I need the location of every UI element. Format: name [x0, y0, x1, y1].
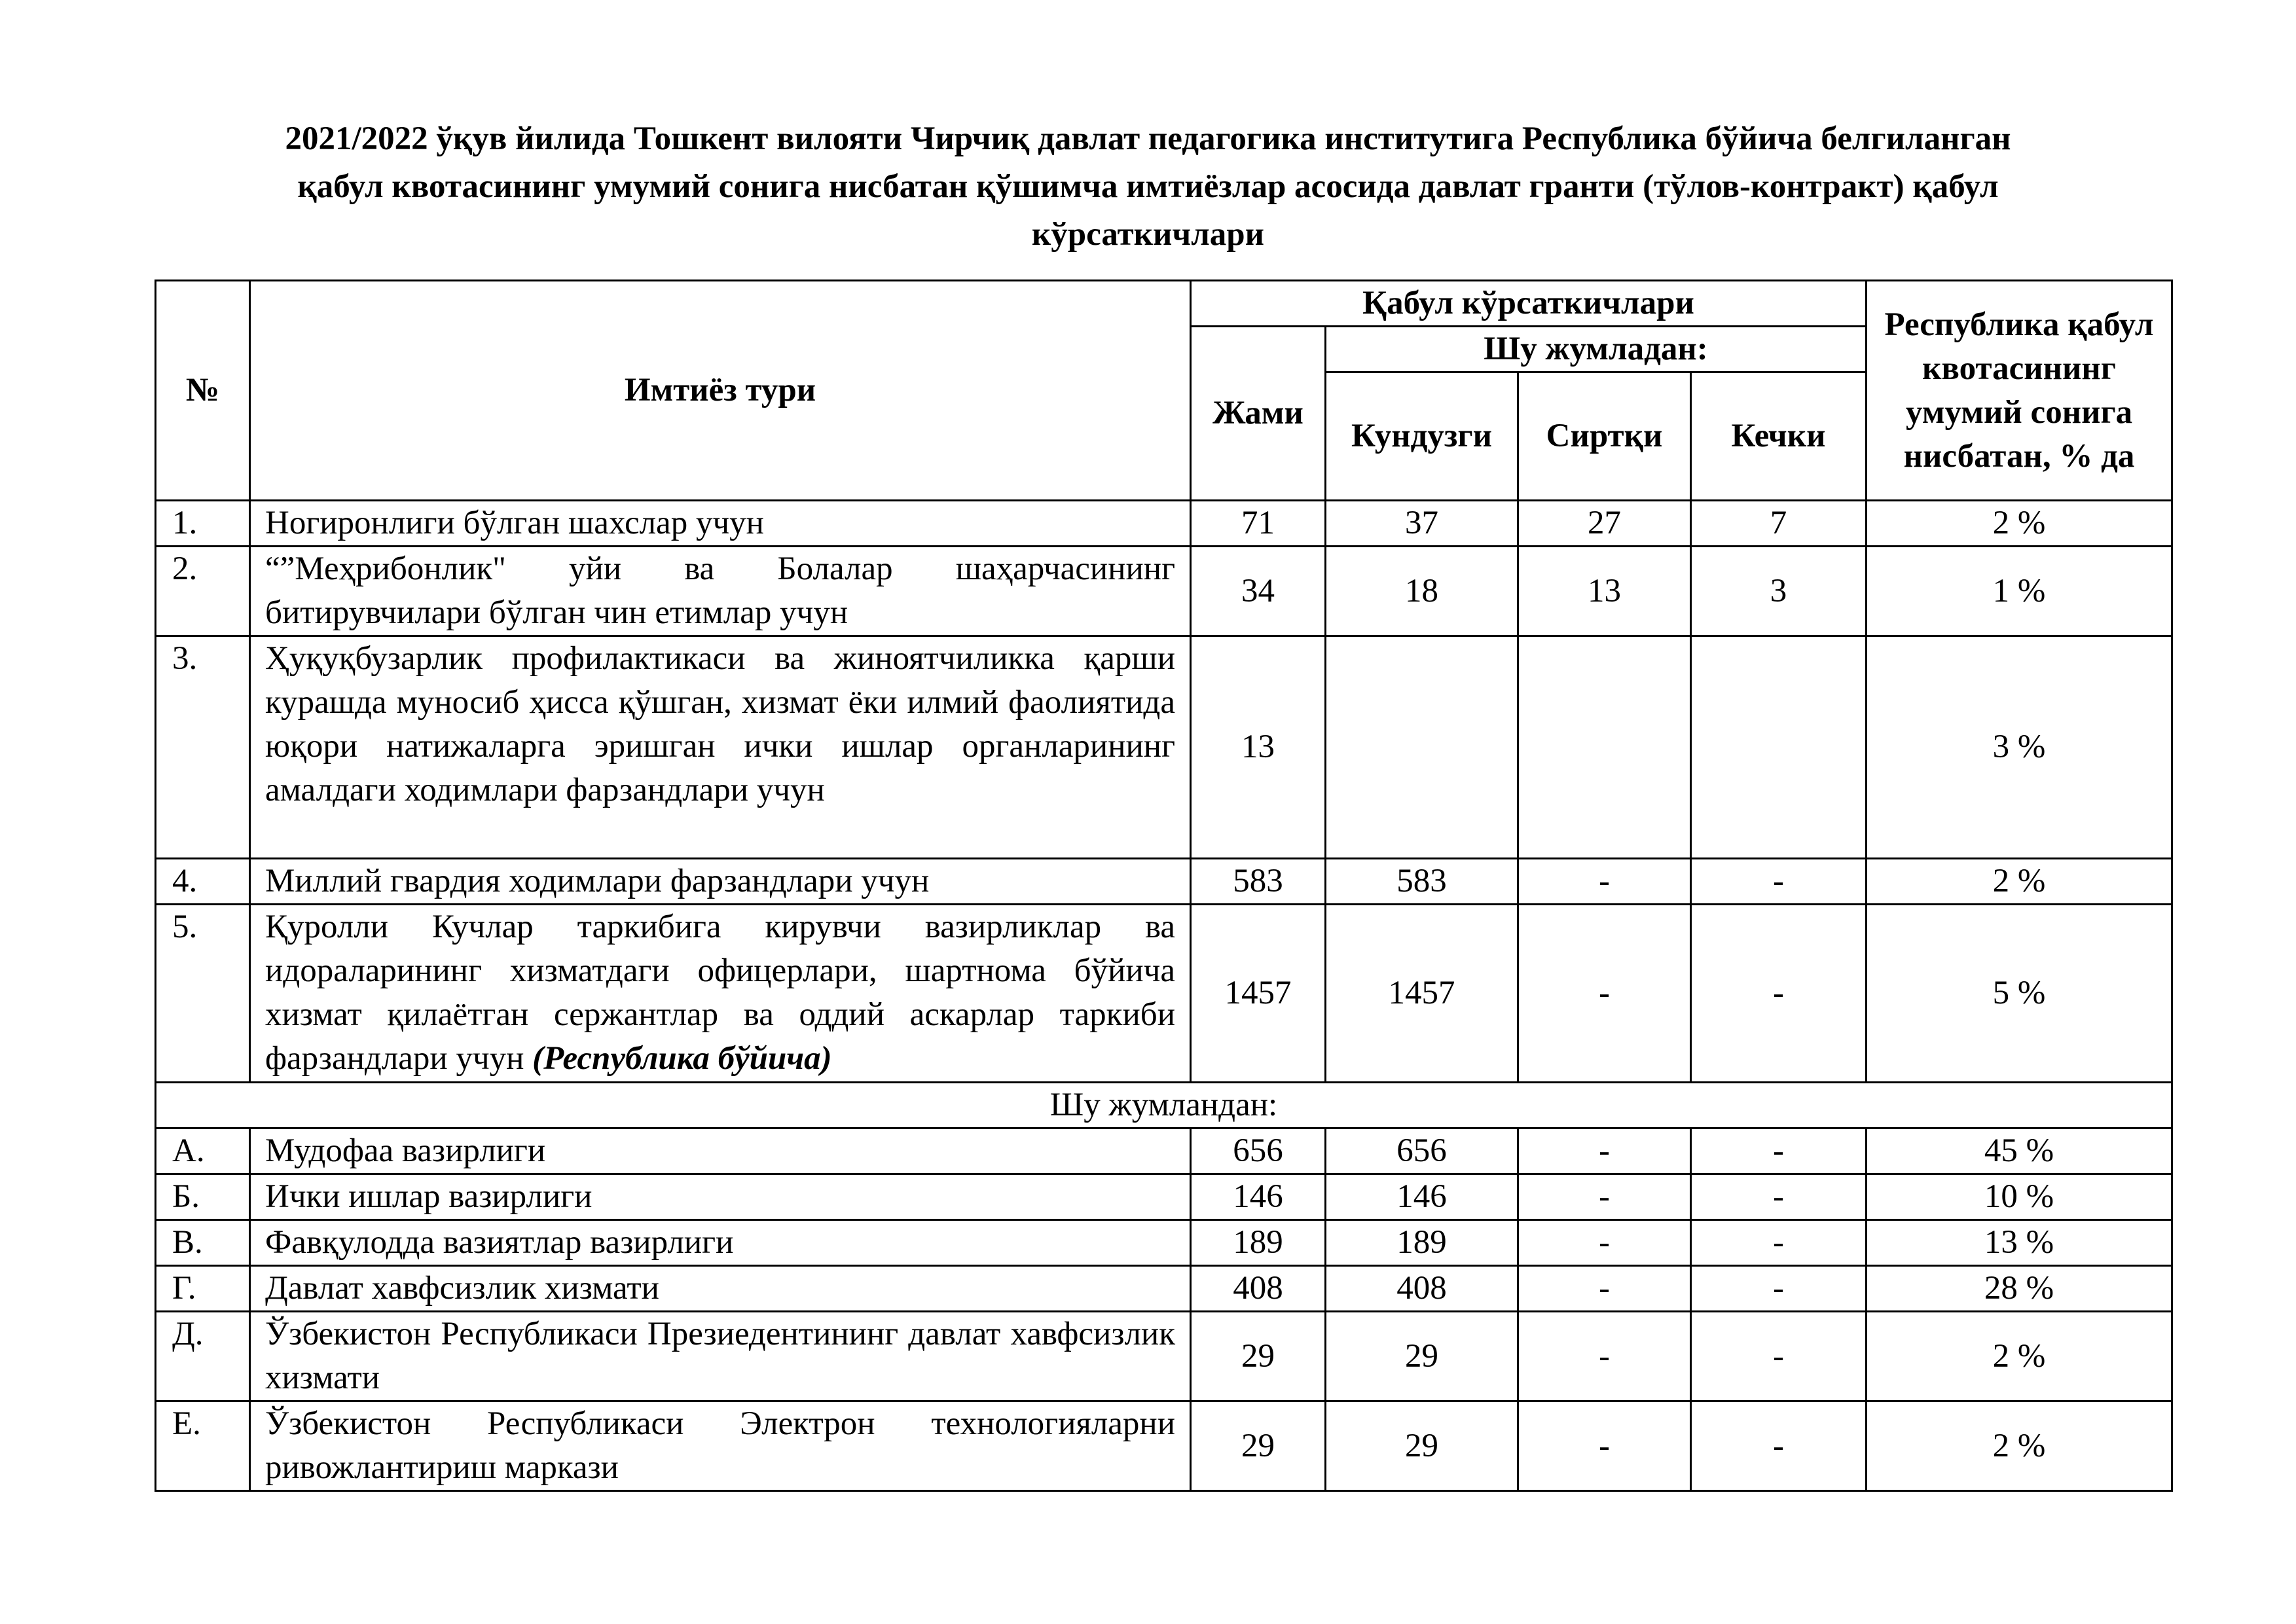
- title-line-3: кўрсаткичлари: [1031, 216, 1265, 253]
- title-line-1: 2021/2022 ўқув йилида Тошкент вилояти Чирчиқ давлат педагогика институтига Республика бўйича белгиланган: [285, 120, 2011, 157]
- table-header: [156, 281, 2172, 501]
- row-ministry-name: Ўзбекистон Республикаси Презиедентининг давлат хавфсизлик хизмати: [250, 1312, 1191, 1401]
- row-number: Д.: [156, 1312, 250, 1401]
- row-day: 1457: [1326, 905, 1518, 1083]
- row-extramural: -: [1518, 1401, 1691, 1491]
- subheader-including: Шу жумландан:: [156, 1083, 2172, 1128]
- table-body: [156, 501, 2172, 1491]
- row-day: 37: [1326, 501, 1518, 547]
- row-evening: [1691, 636, 1867, 859]
- header-evening: Кечки: [1691, 372, 1867, 501]
- table-row: [156, 1128, 2172, 1174]
- row-total: 408: [1191, 1266, 1326, 1312]
- row-percent: 28 %: [1867, 1266, 2172, 1312]
- row-percent: 13 %: [1867, 1220, 2172, 1266]
- header-total: Жами: [1191, 327, 1326, 501]
- row-total: 1457: [1191, 905, 1326, 1083]
- row-percent: 5 %: [1867, 905, 2172, 1083]
- row-total: 34: [1191, 547, 1326, 636]
- row-number: А.: [156, 1128, 250, 1174]
- row-benefit-name-suffix: (Республика бўйича): [532, 1040, 832, 1077]
- table-row: [156, 501, 2172, 547]
- row-day: 408: [1326, 1266, 1518, 1312]
- row-ministry-name: Фавқулодда вазиятлар вазирлиги: [250, 1220, 1191, 1266]
- row-extramural: -: [1518, 1220, 1691, 1266]
- table-row: [156, 1312, 2172, 1401]
- row-extramural: -: [1518, 905, 1691, 1083]
- row-extramural: -: [1518, 1266, 1691, 1312]
- row-extramural: 27: [1518, 501, 1691, 547]
- row-total: 189: [1191, 1220, 1326, 1266]
- header-admission-indicators: Қабул кўрсаткичлари: [1191, 281, 1867, 327]
- row-total: 146: [1191, 1174, 1326, 1220]
- row-evening: 7: [1691, 501, 1867, 547]
- row-day: 146: [1326, 1174, 1518, 1220]
- row-evening: -: [1691, 1174, 1867, 1220]
- row-day: 583: [1326, 859, 1518, 905]
- row-benefit-name: Миллий гвардия ходимлари фарзандлари учун: [250, 859, 1191, 905]
- document-title: [131, 115, 2165, 259]
- row-extramural: -: [1518, 1312, 1691, 1401]
- header-day: Кундузги: [1326, 372, 1518, 501]
- row-evening: -: [1691, 859, 1867, 905]
- row-evening: -: [1691, 1312, 1867, 1401]
- row-ministry-name: Давлат хавфсизлик хизмати: [250, 1266, 1191, 1312]
- row-extramural: -: [1518, 1174, 1691, 1220]
- quota-table: [155, 280, 2173, 1492]
- title-line-2: қабул квотасининг умумий сонига нисбатан қўшимча имтиёзлар асосида давлат гранти (тўлов-контракт) қабул: [297, 168, 1999, 205]
- header-republic-percent: Республика қабул квотасининг умумий сонига нисбатан, % да: [1867, 281, 2172, 501]
- row-benefit-name: Қуролли Кучлар таркибига кирувчи вазирликлар ва идораларининг хизматдаги офицерлари, шартнома бўйича хизмат қилаётган сержантлар ва оддий аскарлар таркиби фарзандлари учун: [265, 909, 1175, 1077]
- header-benefit-type: Имтиёз тури: [250, 281, 1191, 501]
- header-including: Шу жумладан:: [1326, 327, 1867, 372]
- row-evening: -: [1691, 1128, 1867, 1174]
- table-row: [156, 905, 2172, 1083]
- row-percent: 45 %: [1867, 1128, 2172, 1174]
- row-extramural: -: [1518, 859, 1691, 905]
- table-row: [156, 547, 2172, 636]
- row-number: 3.: [156, 636, 250, 859]
- header-no: №: [156, 281, 250, 501]
- row-benefit-name-cell: [250, 905, 1191, 1083]
- row-day: 189: [1326, 1220, 1518, 1266]
- row-evening: -: [1691, 1266, 1867, 1312]
- table-row: [156, 1174, 2172, 1220]
- row-day: 656: [1326, 1128, 1518, 1174]
- row-number: 4.: [156, 859, 250, 905]
- header-extramural: Сиртқи: [1518, 372, 1691, 501]
- row-day: 29: [1326, 1401, 1518, 1491]
- row-number: Г.: [156, 1266, 250, 1312]
- row-evening: -: [1691, 1220, 1867, 1266]
- row-number: 2.: [156, 547, 250, 636]
- table-row: [156, 636, 2172, 859]
- row-percent: 2 %: [1867, 859, 2172, 905]
- table-row: [156, 1401, 2172, 1491]
- row-extramural: [1518, 636, 1691, 859]
- row-percent: 2 %: [1867, 501, 2172, 547]
- table-row: [156, 859, 2172, 905]
- row-total: 583: [1191, 859, 1326, 905]
- row-evening: -: [1691, 1401, 1867, 1491]
- row-benefit-name: Ҳуқуқбузарлик профилактикаси ва жиноятчиликка қарши курашда муносиб ҳисса қўшган, хизмат ёки илмий фаолиятида юқори натижаларга эришган ички ишлар органларининг амалдаги ходимлари фарзандлари учун: [250, 636, 1191, 859]
- row-percent: 1 %: [1867, 547, 2172, 636]
- row-day: 18: [1326, 547, 1518, 636]
- row-number: 1.: [156, 501, 250, 547]
- row-extramural: 13: [1518, 547, 1691, 636]
- row-day: [1326, 636, 1518, 859]
- row-number: Б.: [156, 1174, 250, 1220]
- row-ministry-name: Ички ишлар вазирлиги: [250, 1174, 1191, 1220]
- row-number: В.: [156, 1220, 250, 1266]
- row-benefit-name: “”Меҳрибонлик" уйи ва Болалар шаҳарчасининг битирувчилари бўлган чин етимлар учун: [250, 547, 1191, 636]
- row-evening: -: [1691, 905, 1867, 1083]
- row-total: 656: [1191, 1128, 1326, 1174]
- row-total: 29: [1191, 1401, 1326, 1491]
- row-number: 5.: [156, 905, 250, 1083]
- row-total: 71: [1191, 501, 1326, 547]
- row-total: 29: [1191, 1312, 1326, 1401]
- row-ministry-name: Ўзбекистон Республикаси Электрон технологияларни ривожлантириш маркази: [250, 1401, 1191, 1491]
- row-percent: 2 %: [1867, 1312, 2172, 1401]
- row-ministry-name: Мудофаа вазирлиги: [250, 1128, 1191, 1174]
- row-extramural: -: [1518, 1128, 1691, 1174]
- row-evening: 3: [1691, 547, 1867, 636]
- row-day: 29: [1326, 1312, 1518, 1401]
- row-percent: 10 %: [1867, 1174, 2172, 1220]
- row-benefit-name: Ногиронлиги бўлган шахслар учун: [250, 501, 1191, 547]
- row-total: 13: [1191, 636, 1326, 859]
- subheader-row: [156, 1083, 2172, 1128]
- row-number: Е.: [156, 1401, 250, 1491]
- table-row: [156, 1220, 2172, 1266]
- row-percent: 3 %: [1867, 636, 2172, 859]
- row-percent: 2 %: [1867, 1401, 2172, 1491]
- table-row: [156, 1266, 2172, 1312]
